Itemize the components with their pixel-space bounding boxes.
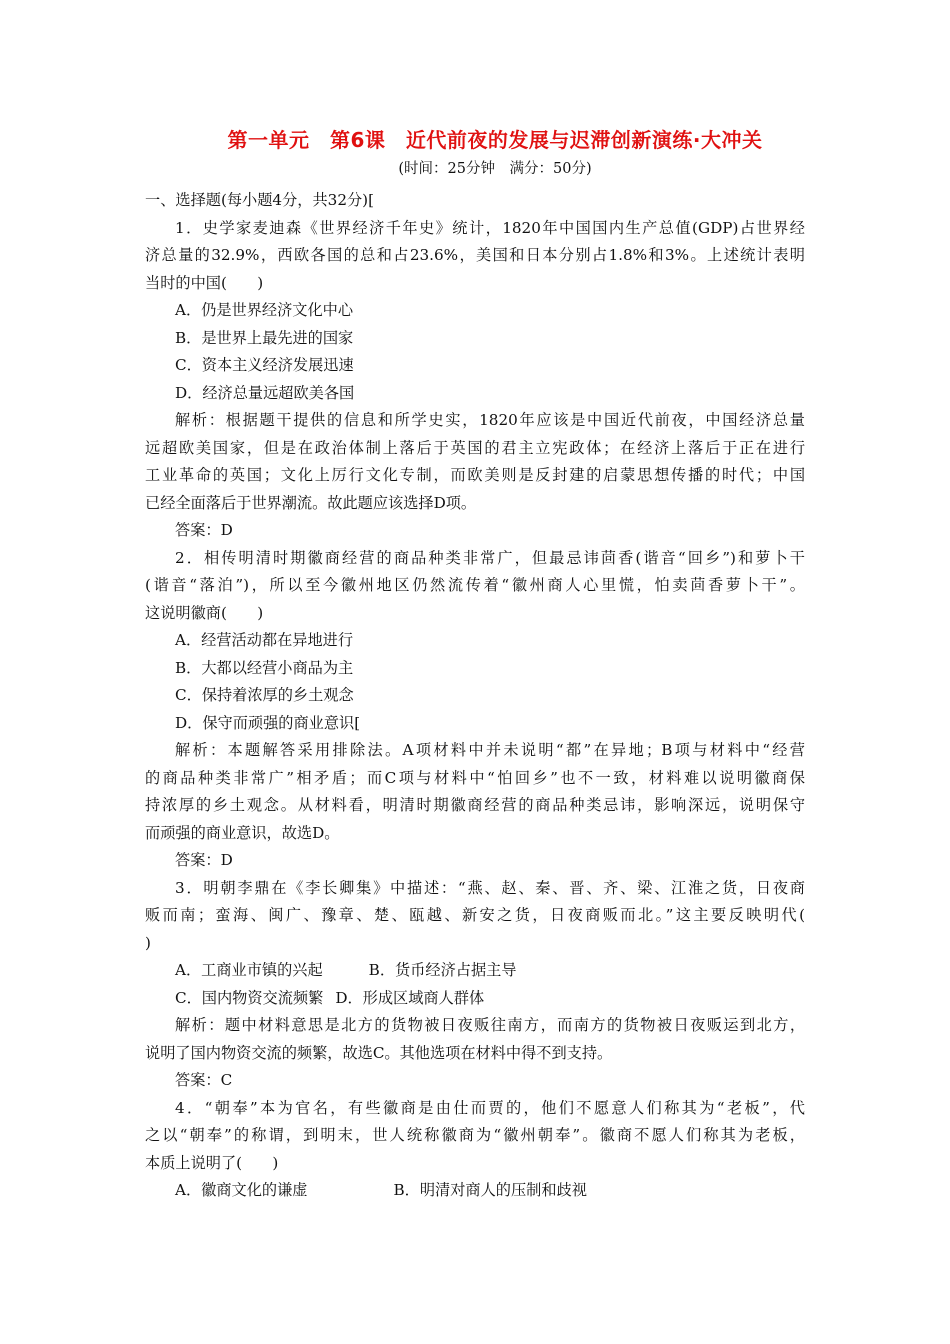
question-1-stem-line: 济总量的32.9%，西欧各国的总和占23.6%，美国和日本分别占1.8%和3%。上述统计表明: [145, 246, 805, 264]
question-4-stem-line: 4．“朝奉”本为官名，有些徽商是由仕而贾的，他们不愿意人们称其为“老板”，代: [175, 1098, 805, 1117]
question-2-option: C．保持着浓厚的乡土观念: [175, 686, 354, 704]
section-heading: 一、选择题(每小题4分，共32分)[: [145, 191, 375, 209]
question-2-analysis-line: 的商品种类非常广”相矛盾；而C项与材料中“怕回乡”也不一致，材料难以说明徽商保: [145, 768, 805, 787]
question-4-stem-line: 之以“朝奉”的称谓，到明末，世人统称徽商为“徽州朝奉”。徽商不愿人们称其为老板，: [145, 1126, 805, 1144]
question-1-option: D．经济总量远超欧美各国: [175, 383, 355, 402]
question-1-analysis-line: 已经全面落后于世界潮流。故此题应该选择D项。: [145, 493, 477, 512]
question-2-option: B．大都以经营小商品为主: [175, 658, 354, 677]
question-2-analysis-line: 解析：本题解答采用排除法。A项材料中并未说明“都”在异地；B项与材料中“经营: [175, 741, 805, 759]
question-2-stem-line: 2．相传明清时期徽商经营的商品种类非常广，但最忌讳茴香(谐音“回乡”)和萝卜干: [175, 548, 805, 567]
question-3-option: C．国内物资交流频繁: [175, 988, 324, 1007]
question-3-stem-line: 3．明朝李鼎在《李长卿集》中描述：“燕、赵、秦、晋、齐、梁、江淮之货，日夜商: [175, 878, 805, 897]
question-4-option: A．徽商文化的谦虚: [175, 1181, 308, 1199]
page-subtitle: (时间：25分钟 满分：50分): [398, 161, 592, 177]
question-1-stem-line: 1．史学家麦迪森《世界经济千年史》统计，1820年中国国内生产总值(GDP)占世界经: [175, 218, 805, 237]
question-1-option: A．仍是世界经济文化中心: [175, 301, 354, 319]
page-title: 第一单元 第6课 近代前夜的发展与迟滞创新演练·大冲关: [227, 128, 763, 152]
question-3-stem-line: ): [145, 933, 151, 952]
question-4-options-row: [145, 1177, 805, 1205]
question-3-options-row: [145, 957, 805, 985]
question-2-answer: 答案：D: [175, 851, 233, 869]
question-1-analysis-line: 工业革命的英国；文化上厉行文化专制，而欧美则是反封建的启蒙思想传播的时代；中国: [145, 466, 805, 484]
question-4-stem-line: 本质上说明了( ): [145, 1153, 279, 1172]
question-3-option: A．工商业市镇的兴起: [175, 961, 323, 979]
question-2-analysis-line: 持浓厚的乡土观念。从材料看，明清时期徽商经营的商品种类忌讳，影响深远，说明保守: [145, 796, 805, 814]
question-4-option: B．明清对商人的压制和歧视: [393, 1181, 587, 1199]
question-2-option: A．经营活动都在异地进行: [175, 631, 354, 649]
question-3-answer: 答案：C: [175, 1071, 233, 1089]
question-3-option: B．货币经济占据主导: [368, 961, 517, 979]
question-3-option: D．形成区域商人群体: [335, 988, 485, 1007]
question-2-stem-line: 这说明徽商( ): [145, 603, 264, 622]
question-3-options-row: [145, 985, 805, 1013]
question-1-answer: 答案：D: [175, 521, 233, 539]
question-1-option: C．资本主义经济发展迅速: [175, 356, 354, 374]
question-3-analysis-line: 解析：题中材料意思是北方的货物被日夜贩往南方，而南方的货物被日夜贩运到北方，: [175, 1016, 805, 1034]
question-1-stem-line: 当时的中国( ): [145, 273, 264, 292]
question-1-analysis-line: 解析：根据题干提供的信息和所学史实，1820年应该是中国近代前夜，中国经济总量: [175, 411, 805, 429]
question-2-stem-line: (谐音“落泊”)，所以至今徽州地区仍然流传着“徽州商人心里慌，怕卖茴香萝卜干”。: [145, 576, 805, 594]
question-1-option: B．是世界上最先进的国家: [175, 328, 354, 347]
question-1-analysis-line: 远超欧美国家，但是在政治体制上落后于英国的君主立宪政体；在经济上落后于正在进行: [145, 438, 805, 457]
question-2-analysis-line: 而顽强的商业意识，故选D。: [145, 823, 340, 842]
question-2-option: D．保守而顽强的商业意识[: [175, 713, 361, 732]
document-body: [145, 187, 805, 1205]
question-3-analysis-line: 说明了国内物资交流的频繁，故选C。其他选项在材料中得不到支持。: [145, 1043, 613, 1062]
question-3-stem-line: 贩而南；蛮海、闽广、豫章、楚、瓯越、新安之货，日夜商贩而北。”这主要反映明代(: [145, 906, 805, 924]
